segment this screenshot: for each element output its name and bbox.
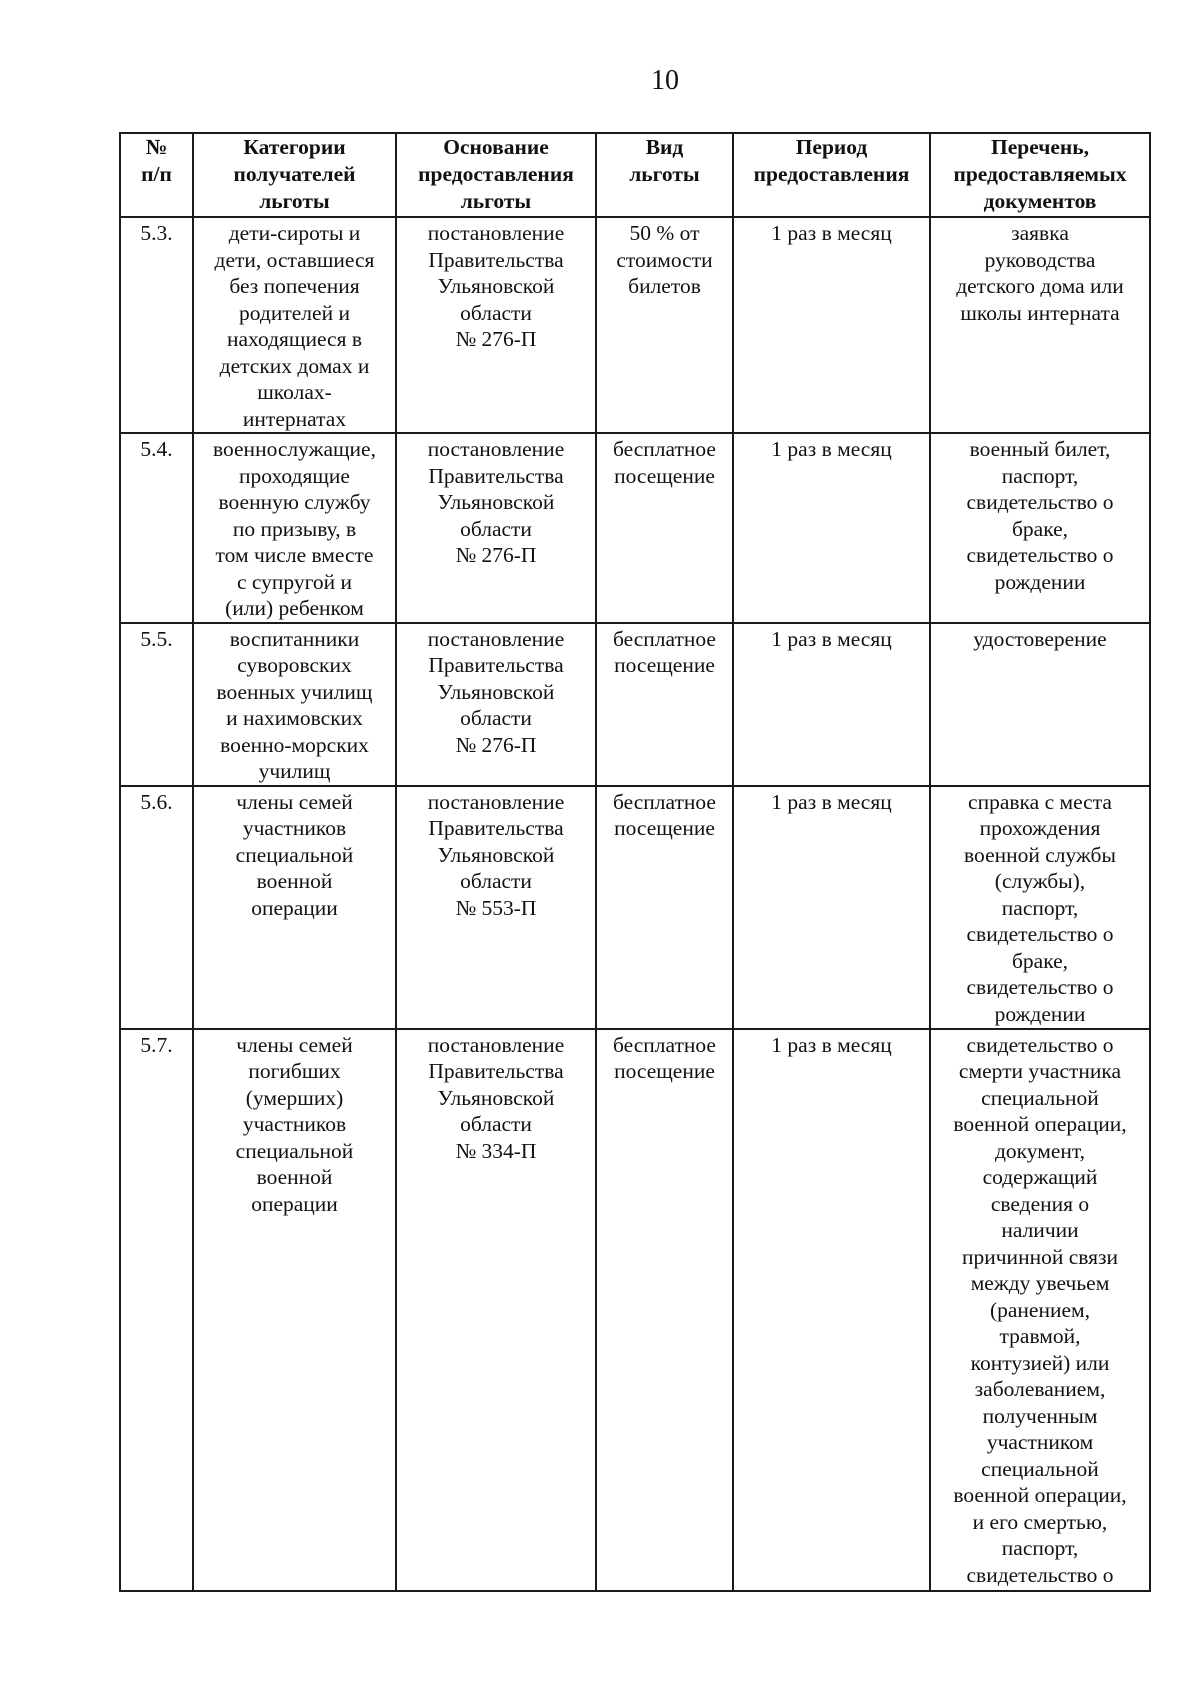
- row-basis: [396, 1029, 596, 1591]
- cell-line: военной: [256, 869, 333, 893]
- cell-line: специальной: [235, 1138, 354, 1163]
- cell-line: прохождения: [979, 816, 1101, 840]
- cell-line: военной: [256, 1165, 333, 1189]
- row-number: 5.7.: [120, 1029, 193, 1591]
- cell-line: области: [460, 300, 532, 325]
- header-category: [193, 133, 396, 217]
- cell-line: посещение: [614, 653, 715, 677]
- cell-line: постановление: [427, 626, 565, 651]
- cell-line: военно-морских: [220, 732, 369, 757]
- cell-line: 1 раз в месяц: [771, 437, 892, 461]
- cell-line: справка с места: [968, 789, 1112, 814]
- cell-line: заболеванием,: [974, 1377, 1106, 1401]
- cell-line: 1 раз в месяц: [771, 221, 892, 245]
- cell-line: браке,: [1011, 516, 1069, 541]
- cell-line: Ульяновской: [437, 842, 555, 867]
- cell-line: свидетельство о: [966, 922, 1114, 946]
- cell-line: Правительства: [428, 816, 564, 840]
- cell-line: № 276-П: [455, 732, 537, 757]
- cell-line: между увечьем: [970, 1271, 1110, 1295]
- cell-line: дети-сироты и: [228, 221, 361, 245]
- cell-line: Правительства: [428, 463, 564, 488]
- row-category: [193, 623, 396, 786]
- cell-line: Вид: [645, 135, 684, 159]
- row-documents: [930, 433, 1150, 623]
- cell-line: воспитанники: [229, 626, 360, 651]
- cell-line: области: [460, 869, 532, 893]
- cell-line: сведения о: [990, 1191, 1090, 1216]
- table-row: [120, 623, 1150, 786]
- cell-line: школах-: [257, 380, 332, 404]
- cell-line: Период: [795, 135, 868, 159]
- cell-line: паспорт,: [1001, 463, 1079, 488]
- cell-line: и нахимовских: [226, 706, 363, 730]
- cell-line: постановление: [427, 1032, 565, 1057]
- cell-line: свидетельство о: [966, 1032, 1114, 1057]
- cell-line: постановление: [427, 789, 565, 814]
- cell-line: дети, оставшиеся: [214, 247, 375, 272]
- cell-line: члены семей: [236, 789, 353, 814]
- cell-line: рождении: [994, 569, 1086, 594]
- cell-line: детских домах и: [219, 353, 370, 378]
- row-number: 5.5.: [120, 623, 193, 786]
- cell-line: военных училищ: [216, 679, 373, 704]
- cell-line: свидетельство о: [966, 543, 1114, 567]
- cell-line: № 276-П: [455, 543, 537, 567]
- cell-line: постановление: [427, 221, 565, 245]
- row-period: [733, 786, 930, 1029]
- row-documents: [930, 217, 1150, 433]
- cell-line: свидетельство о: [966, 490, 1114, 514]
- cell-line: родителей и: [239, 300, 350, 325]
- row-period: [733, 433, 930, 623]
- cell-line: члены семей: [236, 1032, 353, 1057]
- cell-line: Категории: [243, 135, 346, 159]
- cell-line: школы интерната: [960, 300, 1120, 325]
- cell-line: участников: [242, 816, 347, 840]
- cell-line: (ранением,: [989, 1297, 1091, 1322]
- row-basis: [396, 217, 596, 433]
- cell-line: по призыву, в: [232, 516, 357, 541]
- cell-line: военный билет,: [969, 437, 1111, 461]
- cell-line: льготы: [629, 162, 700, 186]
- cell-line: паспорт,: [1001, 1536, 1079, 1560]
- row-benefit-type: [596, 786, 733, 1029]
- cell-line: посещение: [614, 1059, 715, 1083]
- table-row: [120, 786, 1150, 1029]
- cell-line: посещение: [614, 816, 715, 840]
- cell-line: проходящие: [239, 463, 350, 488]
- cell-line: бесплатное: [613, 789, 716, 814]
- benefits-table: [119, 132, 1151, 1592]
- cell-line: посещение: [614, 463, 715, 488]
- row-period: [733, 217, 930, 433]
- cell-line: специальной: [235, 842, 354, 867]
- cell-line: Ульяновской: [437, 490, 555, 514]
- table-header-row: [120, 133, 1150, 217]
- cell-line: предоставления: [418, 162, 574, 186]
- row-basis: [396, 786, 596, 1029]
- cell-line: билетов: [628, 274, 701, 298]
- cell-line: документ,: [994, 1138, 1086, 1163]
- cell-line: смерти участника: [958, 1059, 1122, 1083]
- cell-line: специальной: [981, 1085, 1099, 1110]
- cell-line: наличии: [1001, 1218, 1079, 1242]
- cell-line: том числе вместе: [215, 543, 374, 567]
- row-period: [733, 623, 930, 786]
- cell-line: с супругой и: [236, 569, 353, 594]
- table-row: [120, 217, 1150, 433]
- cell-line: свидетельство о: [966, 1562, 1114, 1587]
- cell-line: без попечения: [229, 274, 360, 298]
- cell-line: льготы: [460, 189, 532, 213]
- cell-line: области: [460, 1112, 532, 1136]
- row-number: 5.4.: [120, 433, 193, 623]
- row-benefit-type: [596, 217, 733, 433]
- row-benefit-type: [596, 433, 733, 623]
- cell-line: п/п: [141, 162, 172, 186]
- row-documents: [930, 1029, 1150, 1591]
- row-documents: [930, 623, 1150, 786]
- cell-line: бесплатное: [613, 437, 716, 461]
- row-number: 5.6.: [120, 786, 193, 1029]
- cell-line: военнослужащие,: [213, 437, 376, 461]
- cell-line: предоставления: [753, 162, 910, 186]
- cell-line: суворовских: [237, 653, 352, 677]
- cell-line: участников: [242, 1112, 347, 1136]
- cell-line: Ульяновской: [437, 679, 555, 704]
- cell-line: Основание: [443, 135, 549, 159]
- cell-line: № 276-П: [455, 327, 537, 351]
- cell-line: операции: [251, 895, 338, 920]
- cell-line: бесплатное: [613, 1032, 716, 1057]
- cell-line: Ульяновской: [437, 274, 555, 298]
- row-benefit-type: [596, 623, 733, 786]
- cell-line: и его смертью,: [972, 1509, 1108, 1534]
- cell-line: 1 раз в месяц: [771, 626, 892, 651]
- cell-line: удостоверение: [973, 626, 1107, 651]
- cell-line: рождении: [994, 1001, 1086, 1026]
- cell-line: бесплатное: [613, 626, 716, 651]
- cell-line: № 553-П: [455, 895, 537, 920]
- cell-line: №: [145, 135, 168, 159]
- cell-line: Правительства: [428, 247, 564, 272]
- cell-line: участником: [986, 1430, 1094, 1454]
- cell-line: 1 раз в месяц: [771, 1032, 892, 1057]
- cell-line: руководства: [984, 247, 1096, 272]
- cell-line: находящиеся в: [226, 327, 363, 351]
- table-row: [120, 433, 1150, 623]
- row-basis: [396, 433, 596, 623]
- row-category: [193, 433, 396, 623]
- cell-line: контузией) или: [970, 1350, 1110, 1375]
- header-period: [733, 133, 930, 217]
- row-benefit-type: [596, 1029, 733, 1591]
- cell-line: (умерших): [245, 1085, 344, 1110]
- cell-line: детского дома или: [956, 274, 1124, 298]
- row-period: [733, 1029, 930, 1591]
- cell-line: причинной связи: [961, 1244, 1119, 1269]
- cell-line: Правительства: [428, 1059, 564, 1083]
- row-category: [193, 217, 396, 433]
- cell-line: содержащий: [982, 1165, 1098, 1189]
- cell-line: военную службу: [218, 490, 371, 514]
- cell-line: № 334-П: [455, 1138, 537, 1163]
- row-category: [193, 1029, 396, 1591]
- cell-line: области: [460, 516, 532, 541]
- cell-line: училищ: [258, 759, 331, 783]
- cell-line: (службы),: [994, 869, 1086, 893]
- row-number: 5.3.: [120, 217, 193, 433]
- header-benefit-type: [596, 133, 733, 217]
- header-documents: [930, 133, 1150, 217]
- cell-line: военной службы: [964, 842, 1116, 867]
- cell-line: травмой,: [999, 1324, 1081, 1348]
- cell-line: полученным: [982, 1403, 1098, 1428]
- header-basis: [396, 133, 596, 217]
- row-category: [193, 786, 396, 1029]
- cell-line: Перечень,: [990, 135, 1090, 159]
- page-number: 10: [651, 65, 679, 96]
- header-number: [120, 133, 193, 217]
- cell-line: браке,: [1011, 948, 1069, 973]
- cell-line: военной операции,: [953, 1112, 1127, 1136]
- row-basis: [396, 623, 596, 786]
- cell-line: области: [460, 706, 532, 730]
- cell-line: военной операции,: [953, 1483, 1127, 1507]
- cell-line: постановление: [427, 437, 565, 461]
- cell-line: операции: [251, 1191, 338, 1216]
- cell-line: предоставляемых: [953, 162, 1127, 186]
- row-documents: [930, 786, 1150, 1029]
- cell-line: паспорт,: [1001, 895, 1079, 920]
- cell-line: специальной: [981, 1456, 1099, 1481]
- table-row: [120, 1029, 1150, 1591]
- cell-line: интернатах: [242, 406, 347, 431]
- cell-line: погибших: [248, 1059, 341, 1083]
- cell-line: льготы: [259, 189, 330, 213]
- cell-line: Правительства: [428, 653, 564, 677]
- cell-line: (или) ребенком: [225, 596, 364, 620]
- cell-line: Ульяновской: [437, 1085, 555, 1110]
- cell-line: 1 раз в месяц: [771, 789, 892, 814]
- cell-line: свидетельство о: [966, 975, 1114, 999]
- cell-line: получателей: [233, 162, 356, 186]
- cell-line: документов: [983, 189, 1097, 213]
- cell-line: стоимости: [616, 247, 713, 272]
- cell-line: заявка: [1011, 221, 1069, 245]
- cell-line: 50 % от: [629, 221, 700, 245]
